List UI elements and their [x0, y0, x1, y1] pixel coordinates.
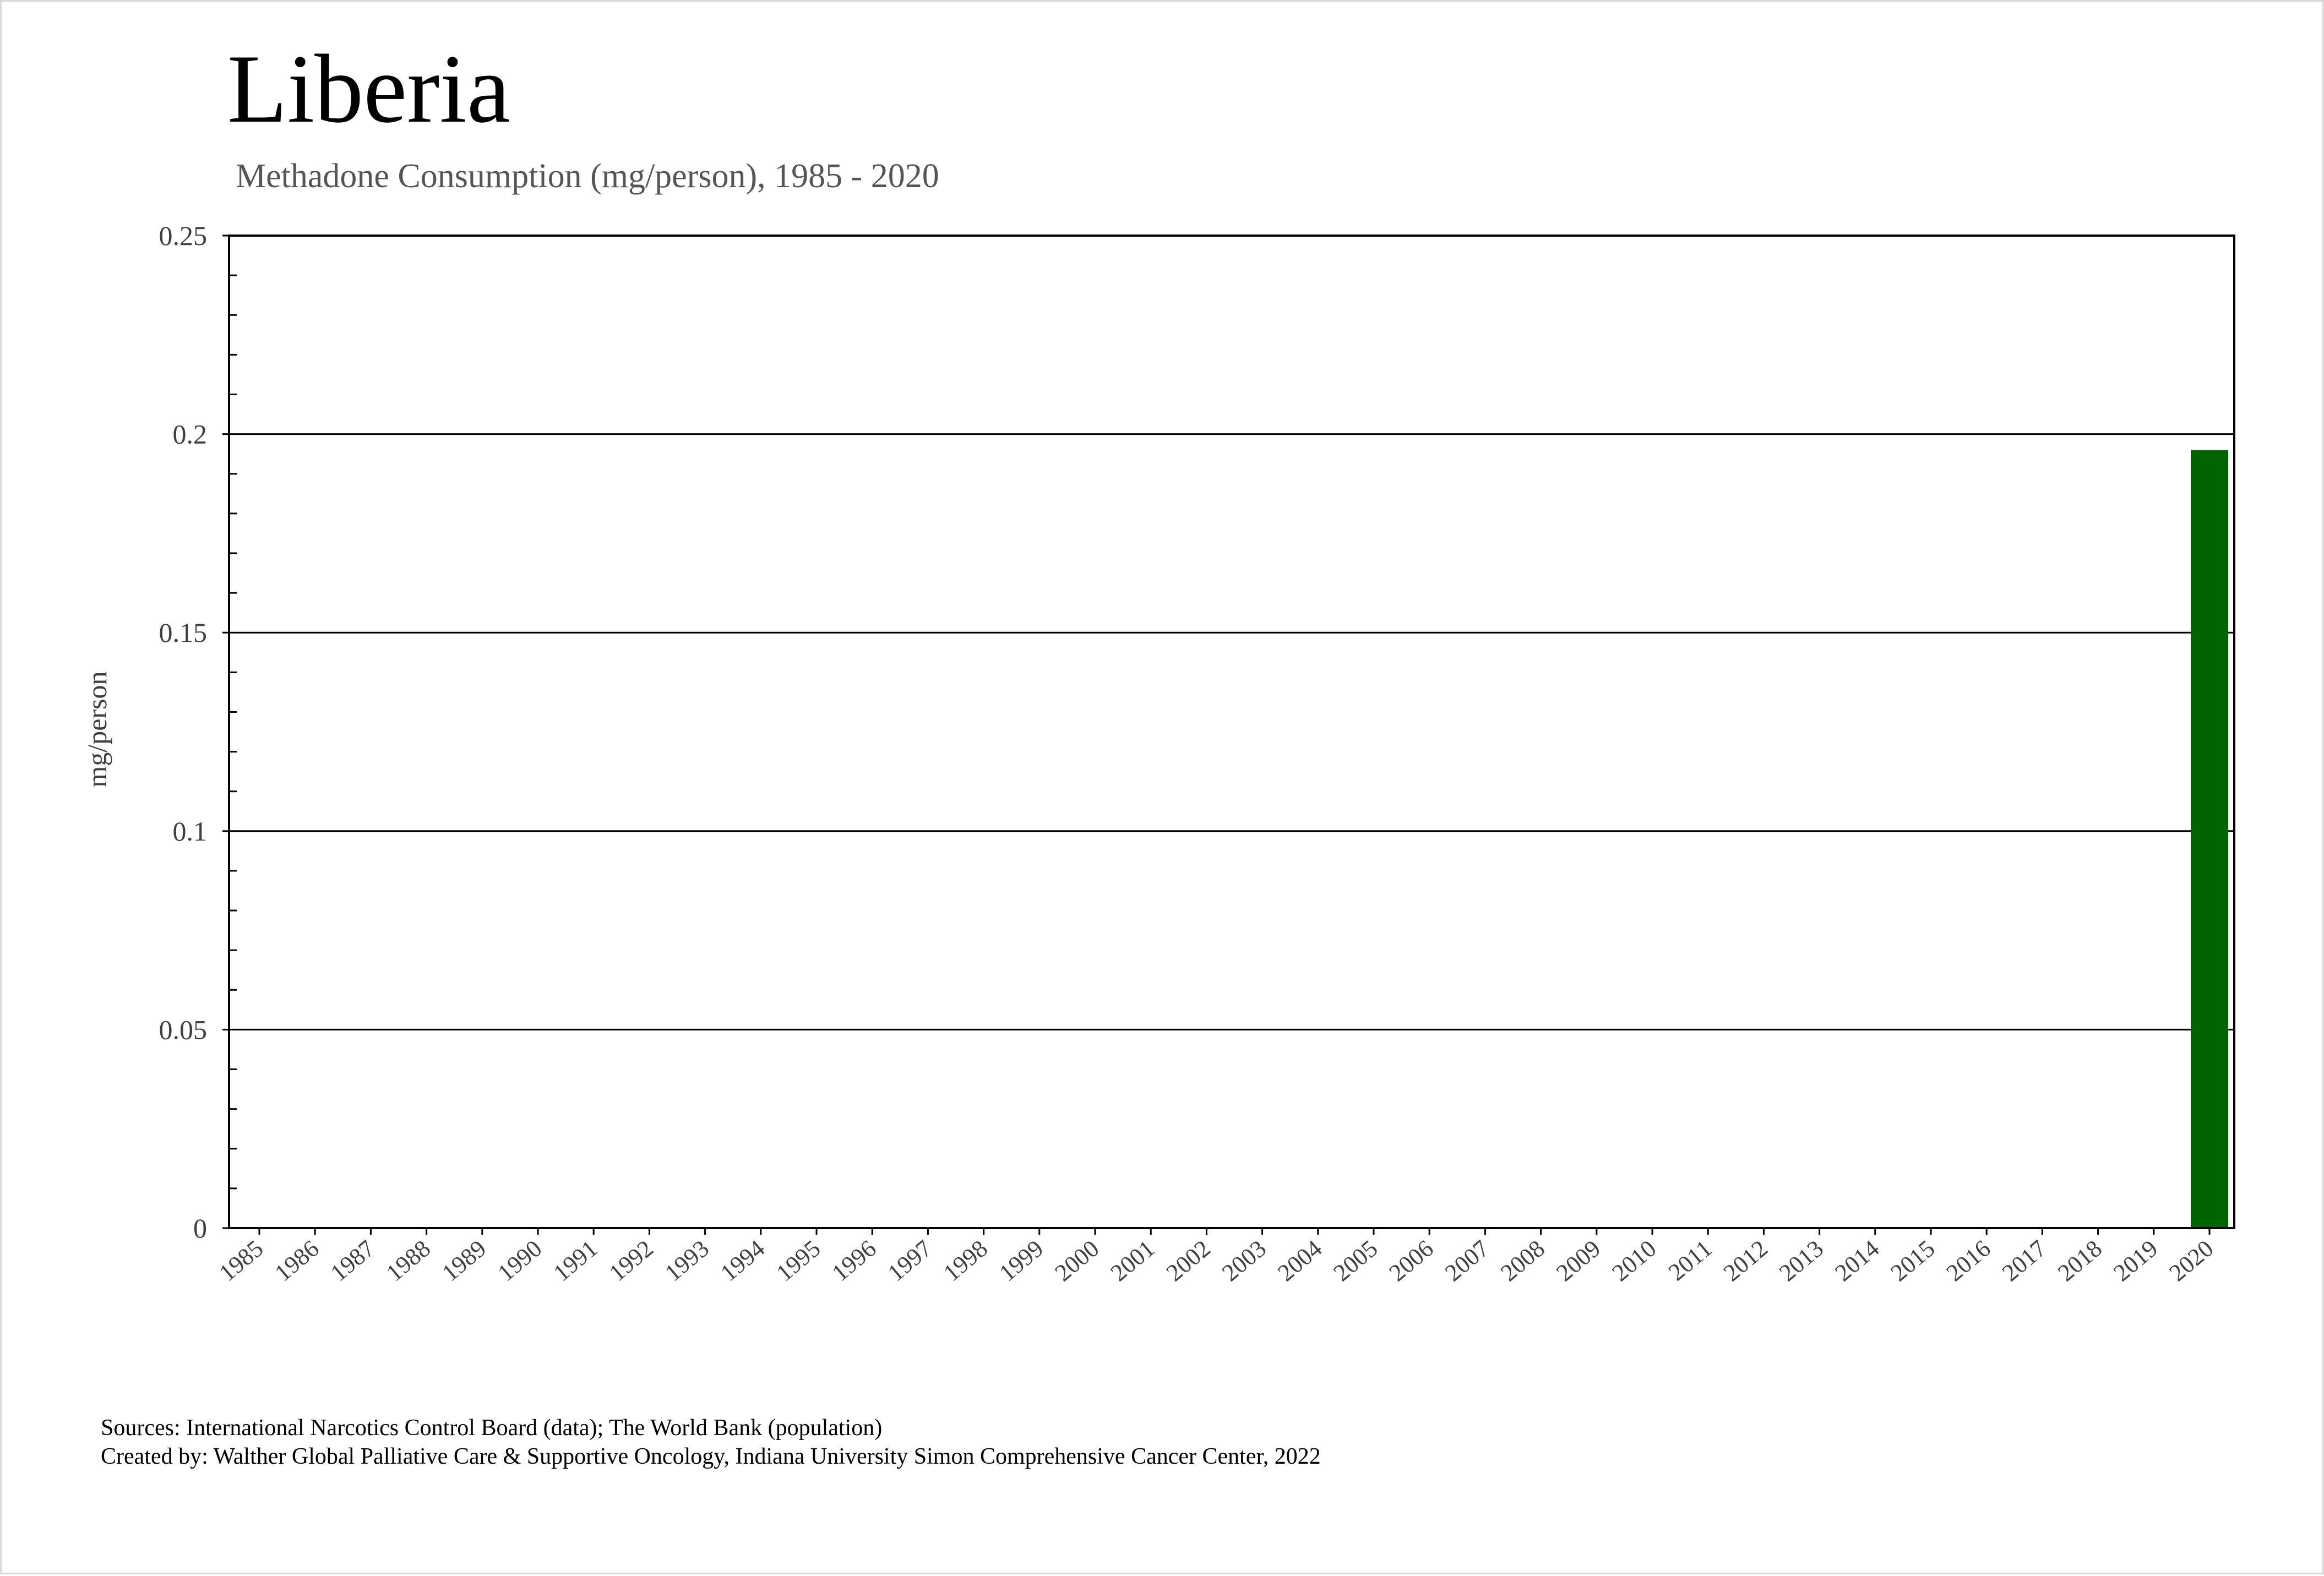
y-tick-label: 0.2 — [172, 418, 207, 450]
x-tick-label: 2008 — [1495, 1235, 1550, 1287]
x-tick-label: 2018 — [2053, 1235, 2108, 1287]
x-tick-label: 2004 — [1272, 1235, 1327, 1287]
bars — [2191, 450, 2228, 1228]
x-tick-label: 2019 — [2108, 1235, 2163, 1287]
x-tick-label: 2017 — [1996, 1235, 2051, 1287]
x-tick-label: 2012 — [1718, 1235, 1773, 1287]
x-tick-label: 1993 — [660, 1235, 715, 1287]
x-tick-label: 2006 — [1384, 1235, 1439, 1287]
x-tick-label: 1997 — [882, 1235, 937, 1287]
x-tick-label: 1999 — [994, 1235, 1049, 1287]
x-tick-label: 1987 — [325, 1235, 380, 1287]
x-tick-label: 2009 — [1551, 1235, 1606, 1287]
x-tick-label: 2000 — [1049, 1235, 1104, 1287]
x-tick-label: 1998 — [938, 1235, 993, 1287]
x-tick-label: 2016 — [1941, 1235, 1996, 1287]
x-tick-label: 1995 — [771, 1235, 826, 1287]
x-tick-label: 1992 — [603, 1235, 658, 1287]
y-axis-label: mg/person — [81, 671, 112, 788]
chart-title: Liberia — [227, 34, 510, 143]
x-tick-label: 2011 — [1663, 1235, 1717, 1286]
bar-2020 — [2191, 450, 2228, 1228]
y-tick-label: 0.15 — [159, 617, 207, 648]
x-tick-label: 1994 — [715, 1235, 770, 1287]
y-tick-label: 0.25 — [159, 220, 207, 251]
x-tick-label: 2013 — [1774, 1235, 1829, 1287]
x-tick-label: 1986 — [269, 1235, 324, 1287]
x-tick-label: 2003 — [1217, 1235, 1272, 1287]
x-tick-label: 2014 — [1830, 1235, 1885, 1287]
x-tick-label: 2005 — [1328, 1235, 1383, 1287]
x-tick-label: 1988 — [381, 1235, 436, 1287]
x-axis-ticks — [214, 1228, 2219, 1286]
x-tick-label: 2007 — [1439, 1235, 1494, 1287]
y-axis-ticks — [159, 220, 230, 1244]
x-tick-label: 1989 — [437, 1235, 492, 1287]
x-tick-label: 2002 — [1161, 1235, 1216, 1287]
x-tick-label: 2020 — [2164, 1235, 2219, 1287]
credits-note: Created by: Walther Global Palliative Care & Supportive Oncology, Indiana University Simon Comprehensive Cancer Center, 2022 — [101, 1444, 1321, 1469]
grid-lines — [229, 434, 2234, 1030]
plot-area-frame — [229, 236, 2234, 1228]
sources-note: Sources: International Narcotics Control Board (data); The World Bank (population) — [101, 1415, 883, 1441]
y-tick-label: 0.1 — [172, 815, 207, 847]
x-tick-label: 2010 — [1607, 1235, 1662, 1287]
chart-canvas — [2, 2, 2324, 1576]
y-tick-label: 0 — [193, 1213, 207, 1244]
x-tick-label: 1996 — [826, 1235, 881, 1287]
chart-subtitle: Methadone Consumption (mg/person), 1985 - 2020 — [236, 157, 939, 195]
x-tick-label: 1991 — [548, 1235, 603, 1287]
y-minor-ticks — [230, 275, 237, 1188]
x-tick-label: 2001 — [1105, 1235, 1160, 1287]
x-tick-label: 1990 — [492, 1235, 547, 1287]
x-tick-label: 1985 — [214, 1235, 269, 1287]
x-tick-label: 2015 — [1885, 1235, 1940, 1287]
y-tick-label: 0.05 — [159, 1014, 207, 1045]
